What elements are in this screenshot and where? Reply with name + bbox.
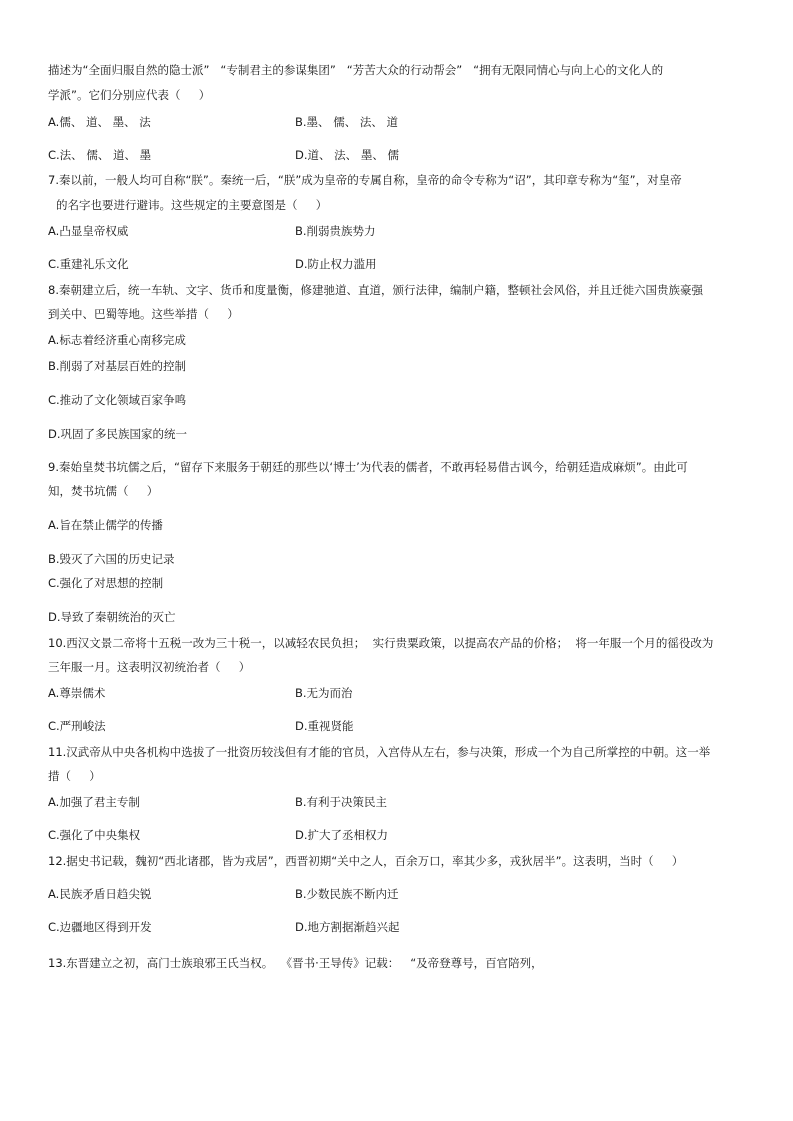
question-8-option-d: D.巩固了多民族国家的统一	[48, 427, 188, 441]
question-11-option-d: D.扩大了丞相权力	[295, 828, 389, 842]
question-12-option-d: D.地方割据渐趋兴起	[295, 920, 400, 934]
question-10-option-a: A.尊崇儒术	[48, 686, 106, 700]
question-7-option-a: A.凸显皇帝权威	[48, 224, 129, 238]
question-11-option-a: A.加强了君主专制	[48, 795, 140, 809]
question-9-option-c: C.强化了对思想的控制	[48, 576, 164, 590]
question-8-option-c: C.推动了文化领域百家争鸣	[48, 393, 187, 407]
question-8-stem-line1: 8.秦朝建立后，统一车轨、文字、货币和度量衡，修建驰道、直道，颁行法律，编制户籍，整顿社会风俗，并且迁徙六国贵族豪强	[48, 283, 703, 297]
question-9-option-d: D.导致了秦朝统治的灭亡	[48, 610, 176, 624]
question-9-option-b: B.毁灭了六国的历史记录	[48, 552, 175, 566]
question-6-stem-line2: 学派”。它们分别应代表（ ）	[48, 88, 211, 102]
question-7-option-c: C.重建礼乐文化	[48, 257, 129, 271]
question-8-stem-line2: 到关中、巴蜀等地。这些举措（ ）	[48, 307, 239, 321]
question-10-stem-line1: 10.西汉文景二帝将十五税一改为三十税一，以减轻农民负担； 实行贵粟政策，以提高农产品的价格； 将一年服一个月的徭役改为	[48, 636, 714, 650]
question-8-option-b: B.削弱了对基层百姓的控制	[48, 359, 187, 373]
question-8-option-a: A.标志着经济重心南移完成	[48, 333, 186, 347]
question-6-option-a: A.儒、 道、 墨、 法	[48, 115, 151, 129]
question-10-option-d: D.重视贤能	[295, 719, 354, 733]
question-13-stem-line1: 13.东晋建立之初，高门士族琅邪王氏当权。 《晋书·王导传》记载： “及帝登尊号，百官陪列，	[48, 956, 543, 970]
question-10-stem-line2: 三年服一月。这表明汉初统治者（ ）	[48, 660, 251, 674]
question-7-stem-line2: 的名字也要进行避讳。这些规定的主要意图是（ ）	[56, 198, 328, 212]
question-9-option-a: A.旨在禁止儒学的传播	[48, 518, 163, 532]
question-11-option-c: C.强化了中央集权	[48, 828, 141, 842]
question-12-option-a: A.民族矛盾日趋尖锐	[48, 887, 152, 901]
question-12-stem-line1: 12.据史书记载，魏初“西北诸郡，皆为戎居”，西晋初期“关中之人，百余万口，率其少多，戎狄居半”。这表明，当时（ ）	[48, 854, 684, 868]
question-9-stem-line1: 9.秦始皇焚书坑儒之后，“留存下来服务于朝廷的那些以‘博士’为代表的儒者，不敢再轻易借古讽今，给朝廷造成麻烦”。由此可	[48, 460, 688, 474]
question-6-stem-line1: 描述为“全面归服自然的隐士派” “专制君主的参谋集团” “芳苦大众的行动帮会” “拥有无限同情心与向上心的文化人的	[48, 63, 664, 77]
question-11-stem-line1: 11.汉武帝从中央各机构中选拔了一批资历较浅但有才能的官员，入宫侍从左右，参与决策，形成一个为自己所掌控的中朝。这一举	[48, 745, 711, 759]
question-11-option-b: B.有利于决策民主	[295, 795, 388, 809]
question-12-option-c: C.边疆地区得到开发	[48, 920, 152, 934]
question-10-option-b: B.无为而治	[295, 686, 353, 700]
question-10-option-c: C.严刑峻法	[48, 719, 106, 733]
question-7-option-b: B.削弱贵族势力	[295, 224, 376, 238]
question-12-option-b: B.少数民族不断内迁	[295, 887, 399, 901]
question-6-option-b: B.墨、 儒、 法、 道	[295, 115, 399, 129]
question-7-option-d: D.防止权力滥用	[295, 257, 377, 271]
question-6-option-c: C.法、 儒、 道、 墨	[48, 148, 152, 162]
question-9-stem-line2: 知，焚书坑儒（ ）	[48, 484, 159, 498]
question-7-stem-line1: 7.秦以前，一般人均可自称“朕”。秦统一后，“朕”成为皇帝的专属自称，皇帝的命令专称为“诏”，其印章专称为“玺”，对皇帝	[48, 173, 682, 187]
question-11-stem-line2: 措（ ）	[48, 769, 101, 783]
question-6-option-d: D.道、 法、 墨、 儒	[295, 148, 399, 162]
